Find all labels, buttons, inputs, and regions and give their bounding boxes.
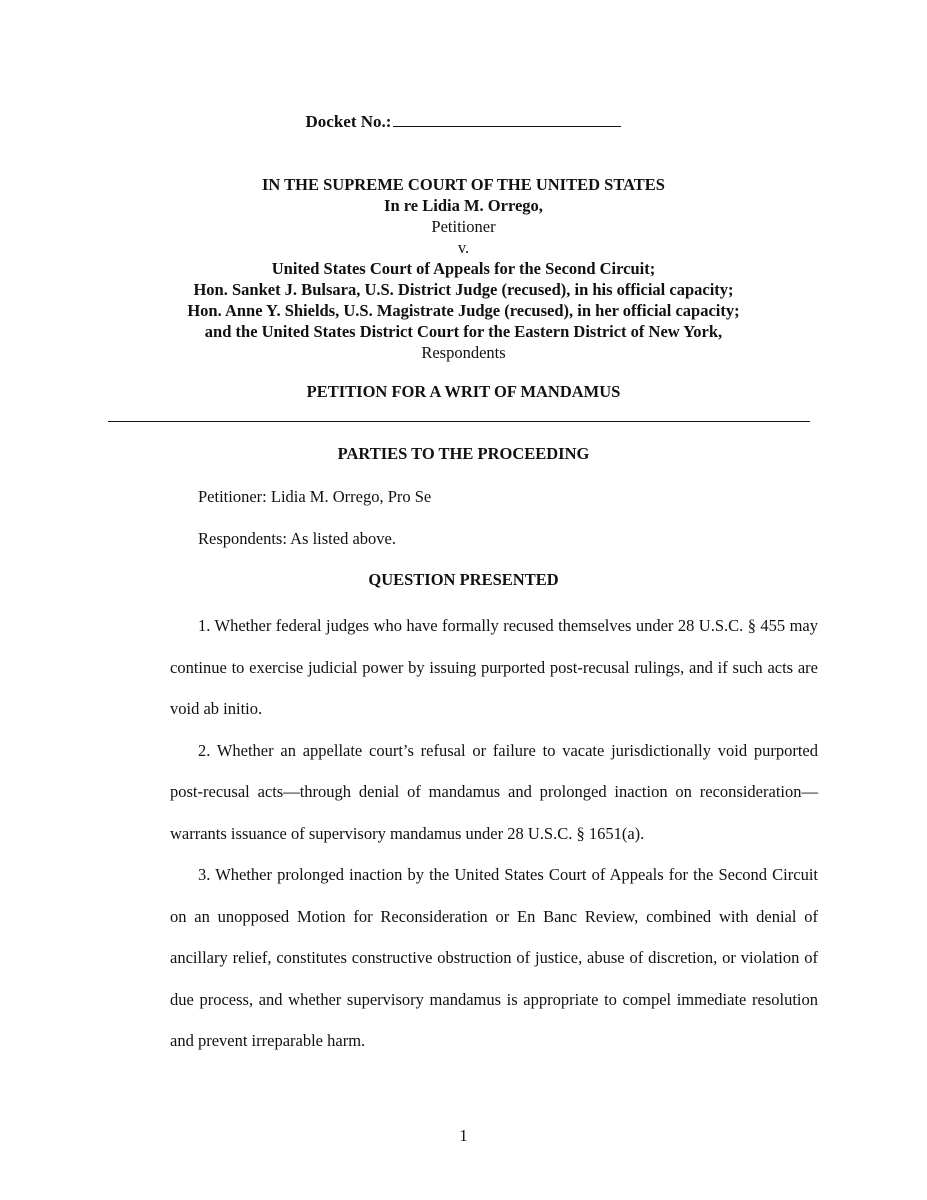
question-presented-heading: QUESTION PRESENTED (368, 570, 559, 589)
docket-label: Docket No.: (305, 112, 392, 131)
versus: v. (457, 238, 470, 257)
horizontal-rule (108, 421, 810, 422)
document-title: PETITION FOR A WRIT OF MANDAMUS (306, 382, 621, 401)
respondent-line: Hon. Sanket J. Bulsara, U.S. District Judge (recused), in his official capacity; (193, 280, 734, 299)
court-name: IN THE SUPREME COURT OF THE UNITED STATES (261, 175, 665, 194)
question-item: 2. Whether an appellate court’s refusal or failure to vacate jurisdictionally void purported post-recusal acts—through denial of mandamus and prolonged inaction on reconsideration—warrants issuance of supervisory mandamus under 28 U.S.C. § 1651(a). (170, 740, 818, 843)
case-caption (100, 174, 827, 363)
question-item: 1. Whether federal judges who have formally recused themselves under 28 U.S.C. § 455 may continue to exercise judicial power by issuing purported post-recusal rulings, and if such acts are void ab initio. (170, 616, 818, 718)
docket-number-blank (393, 112, 621, 127)
respondent-line: United States Court of Appeals for the Second Circuit; (271, 259, 656, 278)
parties-heading: PARTIES TO THE PROCEEDING (337, 444, 590, 463)
in-re-line: In re Lidia M. Orrego, (384, 196, 543, 215)
question-item: 3. Whether prolonged inaction by the United States Court of Appeals for the Second Circuit on an unopposed Motion for Reconsideration or En Banc Review, combined with denial of ancillary relief, constitutes constructive obstruction of justice, abuse of discretion, or violation of due process, and whether supervisory mandamus is appropriate to compel immediate resolution and prevent irreparable harm. (170, 865, 818, 1050)
respondents-line: Respondents: As listed above. (198, 529, 396, 548)
petitioner-line: Petitioner: Lidia M. Orrego, Pro Se (198, 487, 432, 506)
page-number: 1 (459, 1126, 468, 1145)
petitioner-role: Petitioner (431, 217, 496, 236)
respondent-line: Hon. Anne Y. Shields, U.S. Magistrate Judge (recused), in her official capacity; (187, 301, 740, 320)
respondent-line: and the United States District Court for the Eastern District of New York, (204, 322, 723, 341)
questions-list (170, 605, 818, 1062)
docket-line (0, 112, 927, 132)
respondents-role: Respondents (421, 343, 506, 362)
